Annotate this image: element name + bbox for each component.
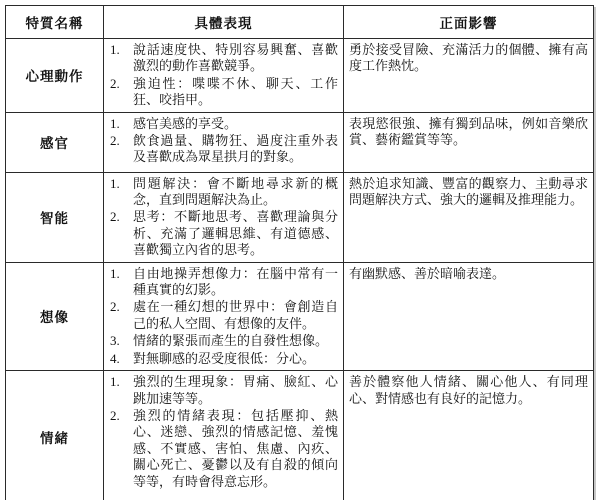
behavior-item: 情緒的緊張而產生的自發性想像。 [133, 333, 329, 349]
positive-impact-cell: 熱於追求知識、豐富的觀察力、主動尋求問題解決方式、強大的邏輯及推理能力。 [344, 172, 594, 262]
header-positive-impact: 正面影響 [344, 6, 594, 39]
behavior-item: 問題解決：會不斷地尋求新的概念，直到問題解決為止。 [133, 175, 338, 208]
behavior-list [109, 176, 338, 259]
behavior-item: 說話速度快、特別容易興奮、喜歡激烈的動作喜歡競爭。 [133, 42, 338, 74]
header-behavior: 具體表現 [104, 6, 344, 39]
trait-label: 感官 [6, 112, 104, 172]
behavior-cell [104, 262, 344, 370]
behavior-cell [104, 39, 344, 113]
behavior-item: 處在一種幻想的世界中：會創造自己的私人空間、有想像的友伴。 [133, 299, 338, 331]
positive-impact-cell: 表現慾很強、擁有獨到品味，例如音樂欣賞、藝術鑑賞等等。 [344, 112, 594, 172]
trait-label: 智能 [6, 172, 104, 262]
behavior-list [109, 116, 338, 166]
header-trait-name: 特質名稱 [6, 6, 104, 39]
table-row-psychomotor [6, 39, 594, 113]
behavior-item: 飲食過量、購物狂、過度注重外表及喜歡成為眾星拱月的對象。 [133, 133, 338, 165]
behavior-cell [104, 371, 344, 500]
positive-impact-cell: 勇於接受冒險、充滿活力的個體、擁有高度工作熱忱。 [344, 39, 594, 113]
trait-label: 情緒 [6, 371, 104, 500]
table-row-emotional [6, 371, 594, 500]
behavior-cell [104, 172, 344, 262]
behavior-item: 強烈的生理現象：胃痛、臉紅、心跳加速等等。 [133, 374, 338, 406]
behavior-item: 自由地操弄想像力：在腦中常有一種真實的幻影。 [133, 265, 338, 298]
table-row-imagination [6, 262, 594, 370]
behavior-item: 強烈的情緒表現：包括壓抑、熱心、迷戀、強烈的情感記憶、羞愧感、不實感、害怕、焦慮、內疚、關心死亡、憂鬱以及有自殺的傾向等等，有時會得意忘形。 [133, 407, 338, 489]
table-row-sensory [6, 112, 594, 172]
behavior-item: 強迫性：喋喋不休、聊天、工作狂、咬指甲。 [133, 75, 338, 108]
trait-label: 心理動作 [6, 39, 104, 113]
behavior-cell [104, 112, 344, 172]
behavior-list [109, 42, 338, 109]
positive-impact-cell: 善於體察他人情緒、關心他人、有同理心、對情感也有良好的記憶力。 [344, 371, 594, 500]
behavior-item: 對無聊感的忍受度很低：分心。 [133, 350, 316, 366]
behavior-list [109, 266, 338, 367]
behavior-item: 思考：不斷地思考、喜歡理論與分析、充滿了邏輯思維、有道德感、喜歡獨立內省的思考。 [133, 209, 338, 258]
table-row-intellectual [6, 172, 594, 262]
behavior-item: 感官美感的享受。 [133, 115, 238, 131]
header-row [6, 6, 594, 39]
trait-table [5, 5, 594, 500]
behavior-list [109, 374, 338, 490]
trait-label: 想像 [6, 262, 104, 370]
positive-impact-cell: 有幽默感、善於暗喻表達。 [344, 262, 594, 370]
